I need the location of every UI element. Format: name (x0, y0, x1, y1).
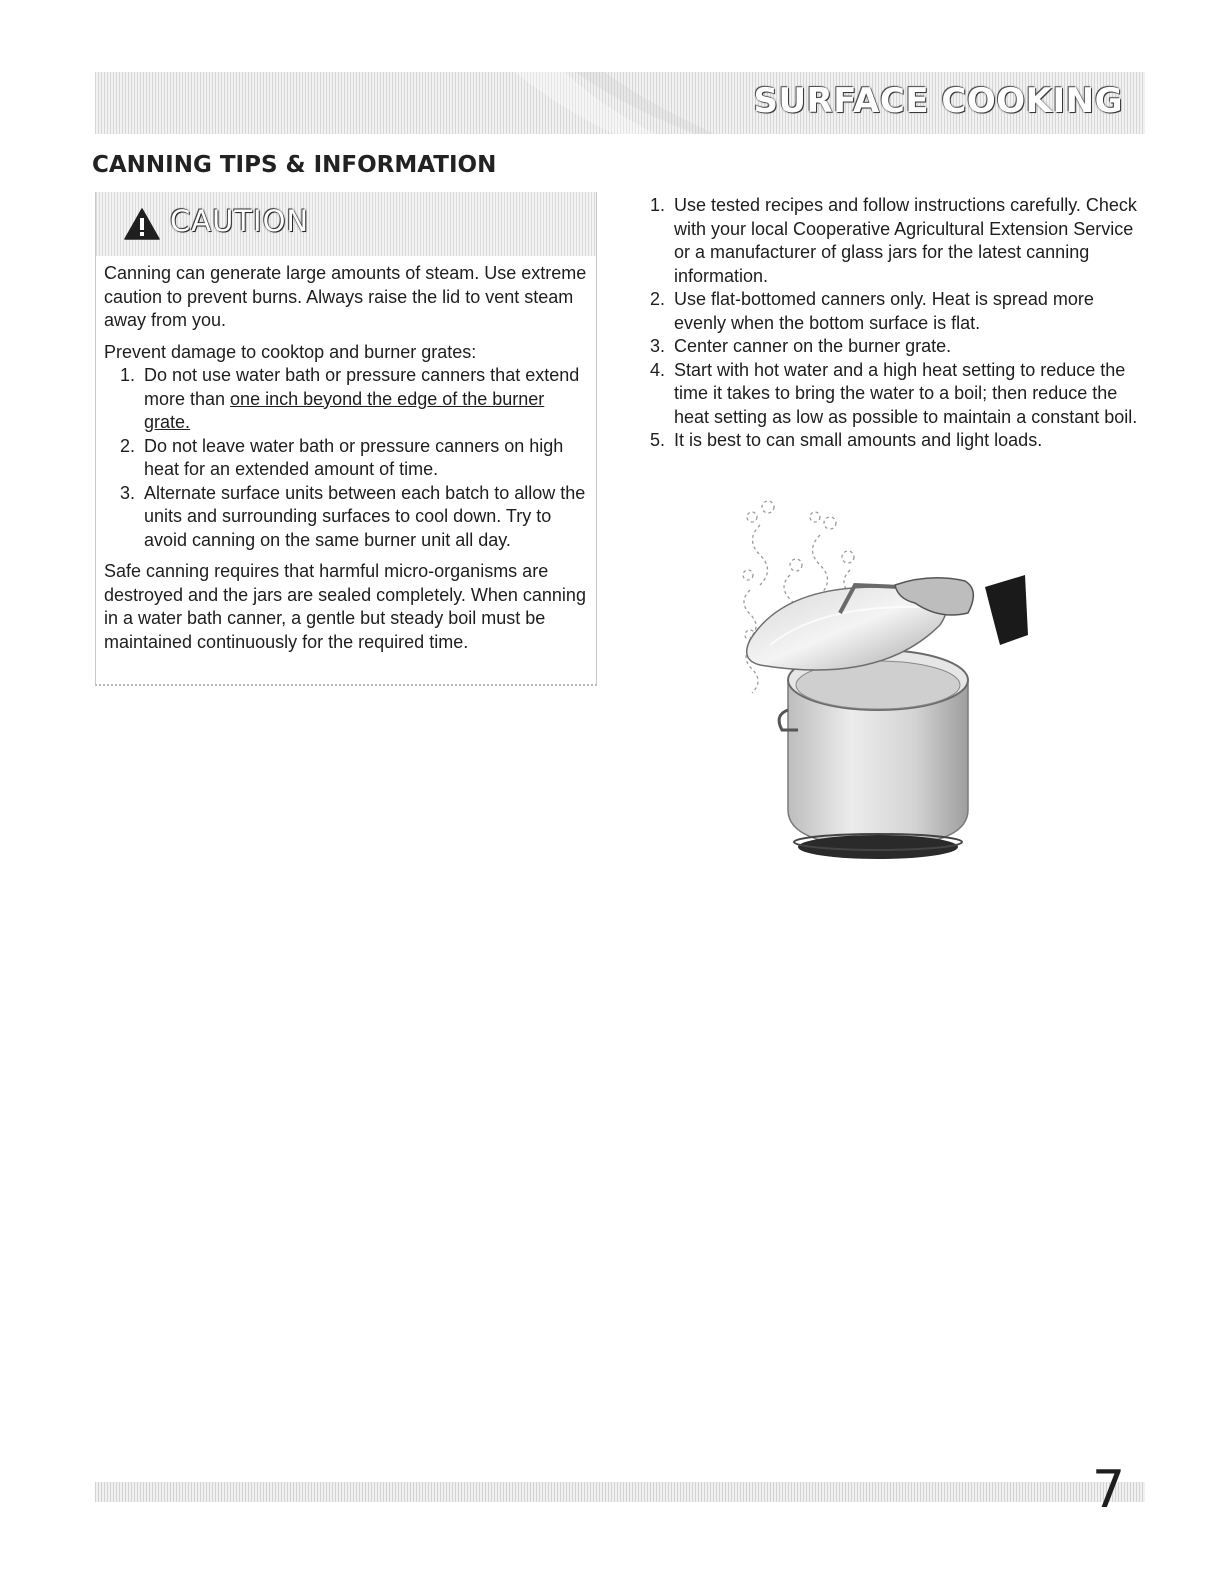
caution-intro: Canning can generate large amounts of steam. Use extreme caution to prevent burns. Always raise the lid to vent steam away from you. (104, 263, 587, 330)
caution-item-3: 3. Alternate surface units between each batch to allow the units and surrounding surfaces to cool down. Try to avoid canning on the same burner unit all day. (140, 482, 592, 553)
caution-item-2: 2. Do not leave water bath or pressure canners on high heat for an extended amount of time. (140, 435, 592, 482)
header-band (95, 72, 1145, 134)
canner-illustration (730, 495, 1040, 865)
footer-band (95, 1482, 1145, 1502)
page-heading: CANNING TIPS & INFORMATION (92, 152, 497, 178)
caution-item-1-text: Do not use water bath or pressure canners that extend more than (144, 365, 580, 409)
caution-list (104, 364, 592, 552)
tip-5: 5. It is best to can small amounts and light loads. (670, 429, 1139, 453)
section-title: SURFACE COOKING (753, 81, 1123, 121)
caution-body (104, 262, 592, 662)
tip-4: 4. Start with hot water and a high heat setting to reduce the time it takes to bring the water to a boil; then reduce the heat setting as low as possible to maintain a constant boil. (670, 359, 1139, 430)
prevent-heading: Prevent damage to cooktop and burner grates: (104, 341, 477, 362)
canning-tips-list (634, 194, 1139, 453)
tip-2: 2. Use flat-bottomed canners only. Heat is spread more evenly when the bottom surface is flat. (670, 288, 1139, 335)
tip-1: 1. Use tested recipes and follow instructions carefully. Check with your local Cooperative Agricultural Extension Service or a manufacturer of glass jars for the latest canning information. (670, 194, 1139, 288)
tip-3: 3. Center canner on the burner grate. (670, 335, 1139, 359)
safety-note: Safe canning requires that harmful micro-organisms are destroyed and the jars are sealed completely. When canning in a water bath canner, a gentle but steady boil must be maintained continuously for the required time. (104, 561, 586, 652)
warning-triangle-icon (124, 208, 160, 240)
page-number: 7 (1092, 1460, 1126, 1520)
caution-item-1 (140, 364, 592, 435)
caution-title: CAUTION (170, 204, 310, 238)
caution-box (95, 192, 597, 686)
caution-header (96, 192, 596, 256)
caution-item-1-underlined: one inch beyond the edge of the burner grate. (144, 388, 545, 432)
